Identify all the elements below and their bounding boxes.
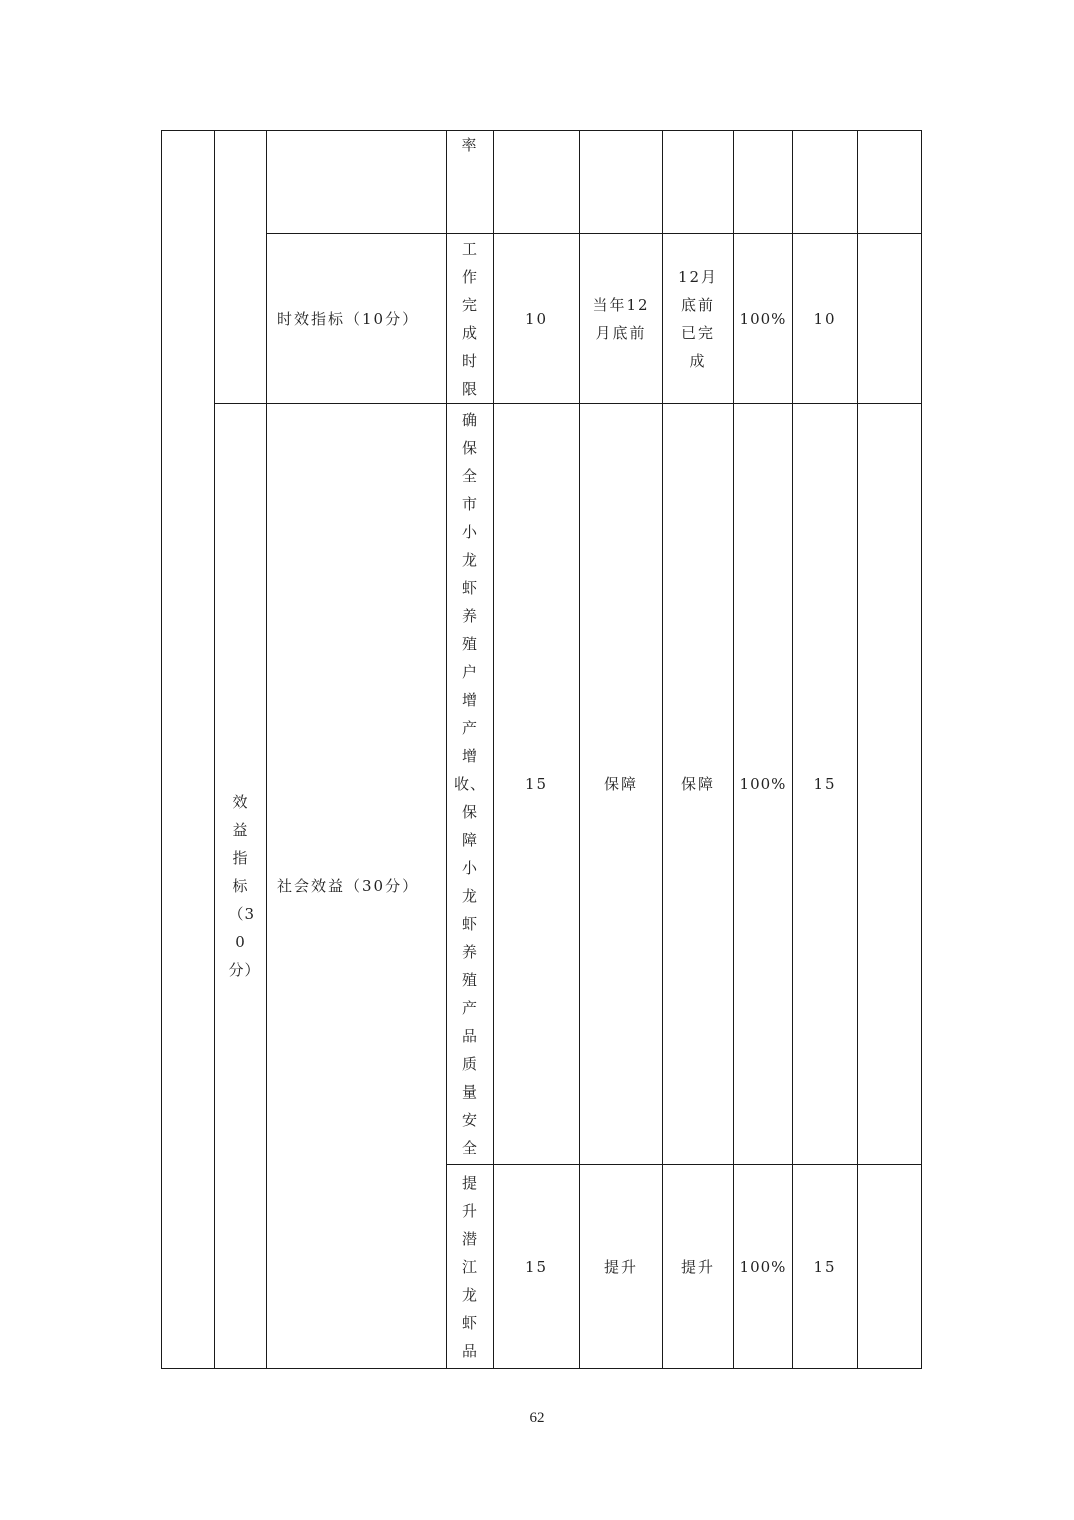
vertical-char: 提 xyxy=(461,1173,478,1192)
vertical-char: 升 xyxy=(461,1201,478,1220)
guarantee-score: 15 xyxy=(524,775,549,793)
vertical-char: 完 xyxy=(461,295,478,314)
timeliness-indicator-text xyxy=(447,234,493,403)
vertical-char: 保 xyxy=(461,803,478,821)
vertical-char: 质 xyxy=(461,1055,478,1073)
timeliness-secondary-indicator: 时效指标（10分） xyxy=(277,309,420,328)
table-top-border xyxy=(161,130,922,131)
vertical-char: 产 xyxy=(461,999,478,1017)
vertical-char: 安 xyxy=(461,1111,478,1129)
vertical-char: 品 xyxy=(461,1027,478,1045)
page-number: 62 xyxy=(529,1410,545,1426)
vertical-char: 潜 xyxy=(461,1229,478,1248)
vertical-char: 户 xyxy=(461,663,478,681)
vertical-char: 市 xyxy=(461,495,478,513)
rate-indicator-tail: 率 xyxy=(461,136,479,154)
vertical-char: 殖 xyxy=(461,635,478,653)
vertical-char: 虾 xyxy=(461,579,478,597)
vertical-char: 虾 xyxy=(461,1313,478,1332)
vertical-char: 小 xyxy=(461,523,478,541)
guarantee-actual: 保障 xyxy=(680,775,715,793)
guarantee-gained: 15 xyxy=(813,775,837,793)
benefit-secondary-indicator: 社会效益（30分） xyxy=(277,877,420,895)
promote-rate: 100% xyxy=(739,1257,787,1276)
timeliness-target: 当年12 月底前 xyxy=(592,295,650,342)
vertical-char: 江 xyxy=(461,1257,478,1276)
vertical-char: 增 xyxy=(461,747,478,765)
vertical-char: 龙 xyxy=(461,887,478,905)
col-line-0 xyxy=(161,130,162,1369)
vertical-char: 量 xyxy=(461,1083,478,1101)
benefit-primary-chars: 效益指标（30分） xyxy=(228,793,261,979)
vertical-char: 收、 xyxy=(453,775,486,793)
vertical-char: 养 xyxy=(461,943,478,961)
guarantee-rate: 100% xyxy=(739,775,787,793)
vertical-char: 养 xyxy=(461,607,478,625)
timeliness-rate: 100% xyxy=(739,309,787,328)
promote-target: 提升 xyxy=(603,1257,638,1276)
vertical-char: 限 xyxy=(461,379,478,398)
vertical-char: 确 xyxy=(461,411,478,429)
vertical-char: 增 xyxy=(461,691,478,709)
vertical-char: 障 xyxy=(461,831,478,849)
vertical-char: 工 xyxy=(461,239,478,258)
vertical-char: 产 xyxy=(461,719,478,737)
vertical-char: 作 xyxy=(461,267,478,286)
col-line-9 xyxy=(857,130,858,1369)
benefit-primary-indicator xyxy=(215,404,266,1368)
vertical-char: 龙 xyxy=(461,551,478,569)
promote-score: 15 xyxy=(524,1257,549,1276)
promote-actual: 提升 xyxy=(680,1257,715,1276)
vertical-char: 保 xyxy=(461,439,478,457)
vertical-char: 品 xyxy=(461,1341,478,1360)
vertical-char: 时 xyxy=(461,351,478,370)
promote-gained: 15 xyxy=(813,1257,837,1276)
col-line-10 xyxy=(921,130,922,1369)
timeliness-gained: 10 xyxy=(813,309,837,328)
vertical-char: 殖 xyxy=(461,971,478,989)
guarantee-indicator-text xyxy=(447,404,493,1164)
vertical-char: 成 xyxy=(461,323,478,342)
vertical-char: 龙 xyxy=(461,1285,478,1304)
timeliness-actual: 12月 底前 已完 成 xyxy=(677,267,719,370)
vertical-char: 全 xyxy=(461,467,478,485)
guarantee-target: 保障 xyxy=(603,775,638,793)
vertical-char: 全 xyxy=(461,1139,478,1157)
promote-indicator-text xyxy=(447,1165,493,1368)
table-bottom-border xyxy=(161,1368,922,1369)
timeliness-score: 10 xyxy=(524,309,549,328)
vertical-char: 小 xyxy=(461,859,478,877)
vertical-char: 虾 xyxy=(461,915,478,933)
